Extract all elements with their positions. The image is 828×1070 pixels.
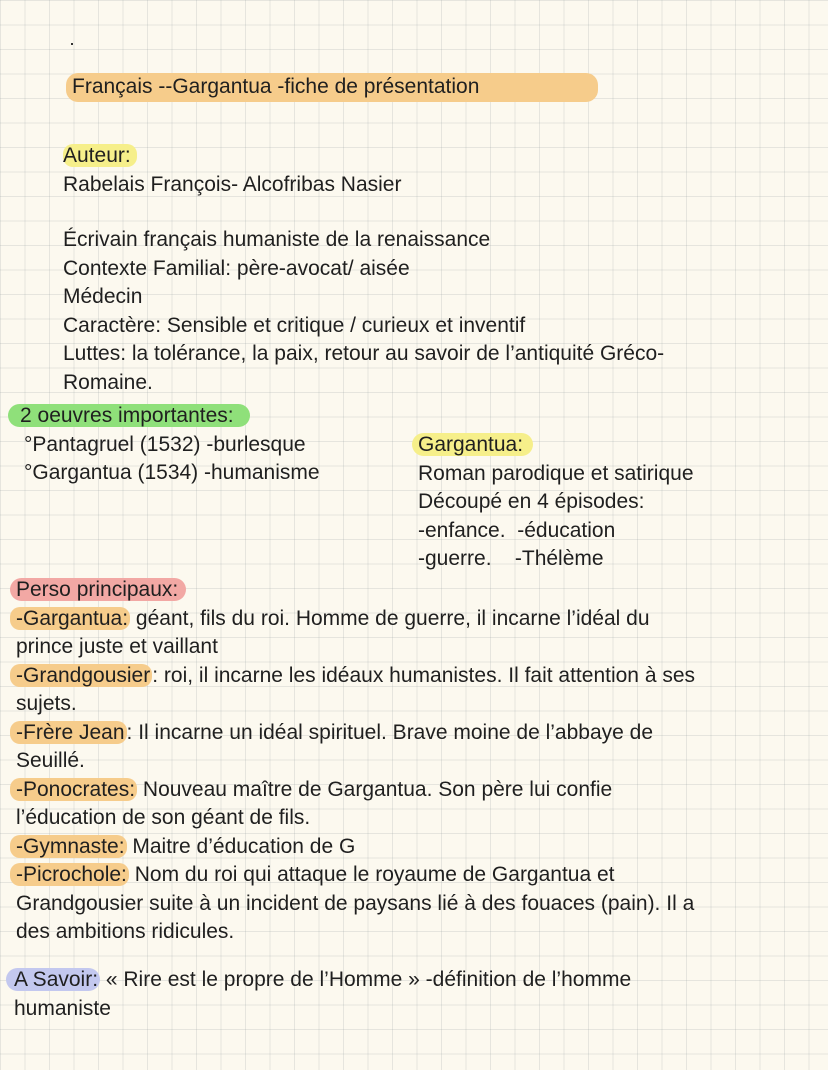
character-desc-cont: Grandgousier suite à un incident de paysans lié à des fouaces (pain). Il a — [16, 891, 695, 915]
work-item: °Pantagruel (1532) -burlesque — [24, 432, 306, 456]
a-savoir-text: « Rire est le propre de l’Homme » -définition de l’homme — [100, 968, 632, 991]
character-name: -Picrochole: — [10, 863, 129, 886]
character-entry — [10, 776, 695, 805]
character-desc: Nouveau maître de Gargantua. Son père lui confie — [137, 777, 613, 801]
character-desc-cont: prince juste et vaillant — [16, 635, 218, 658]
bio-line: Caractère: Sensible et critique / curieux et inventif — [63, 313, 526, 337]
bio-line: Luttes: la tolérance, la paix, retour au savoir de l’antiquité Gréco- — [63, 342, 665, 365]
character-desc-cont: l’éducation de son géant de fils. — [16, 806, 311, 829]
a-savoir-label: A Savoir: — [6, 968, 100, 991]
bio-line: Médecin — [63, 285, 143, 308]
gargantua-line: -guerre. -Thélème — [418, 547, 604, 570]
character-desc: Nom du roi qui attaque le royaume de Gargantua et — [128, 863, 615, 886]
gargantua-label: Gargantua: — [412, 433, 533, 456]
page-title: Français --Gargantua -fiche de présentation — [66, 73, 598, 102]
a-savoir-text-cont: humaniste — [14, 996, 111, 1020]
character-name: -Gymnaste: — [10, 835, 127, 858]
character-name: -Ponocrates: — [10, 778, 137, 801]
character-name: -Frère Jean — [10, 721, 127, 744]
a-savoir-section — [6, 966, 631, 1023]
character-desc-cont: des ambitions ridicules. — [16, 920, 235, 943]
character-desc-cont: sujets. — [16, 692, 77, 715]
author-label: Auteur: — [63, 144, 137, 167]
gargantua-line: Roman parodique et satirique — [418, 461, 694, 485]
character-name: -Gargantua: — [10, 607, 130, 630]
author-name: Rabelais François- Alcofribas Nasier — [63, 172, 402, 196]
character-desc-cont: Seuillé. — [16, 749, 85, 772]
character-desc: : Il incarne un idéal spirituel. Brave moine de l’abbaye de — [126, 720, 654, 744]
character-entry — [10, 719, 695, 748]
works-label: 2 oeuvres importantes: — [8, 404, 250, 427]
bio-line: Romaine. — [63, 370, 153, 394]
gargantua-section — [412, 431, 694, 574]
author-section — [63, 142, 401, 199]
stray-dot — [71, 43, 73, 45]
character-desc: : roi, il incarne les idéaux humanistes. Il fait attention à ses — [152, 663, 696, 687]
work-item: °Gargantua (1534) -humanisme — [24, 461, 320, 484]
character-entry — [10, 861, 695, 890]
works-section — [8, 402, 320, 488]
character-name: -Grandgousier — [10, 664, 152, 687]
character-desc: géant, fils du roi. Homme de guerre, il incarne l’idéal du — [130, 606, 650, 630]
gargantua-line: Découpé en 4 épisodes: — [418, 490, 645, 513]
bio-line: Contexte Familial: père-avocat/ aisée — [63, 256, 410, 280]
gargantua-line: -enfance. -éducation — [418, 518, 616, 542]
character-entry — [10, 833, 695, 862]
characters-section — [10, 576, 695, 947]
bio-section — [63, 226, 664, 397]
character-entry — [10, 605, 695, 634]
characters-label: Perso principaux: — [10, 578, 186, 601]
character-entry — [10, 662, 695, 691]
bio-line: Écrivain français humaniste de la renaissance — [63, 228, 491, 251]
character-desc: Maitre d’éducation de G — [126, 834, 356, 858]
